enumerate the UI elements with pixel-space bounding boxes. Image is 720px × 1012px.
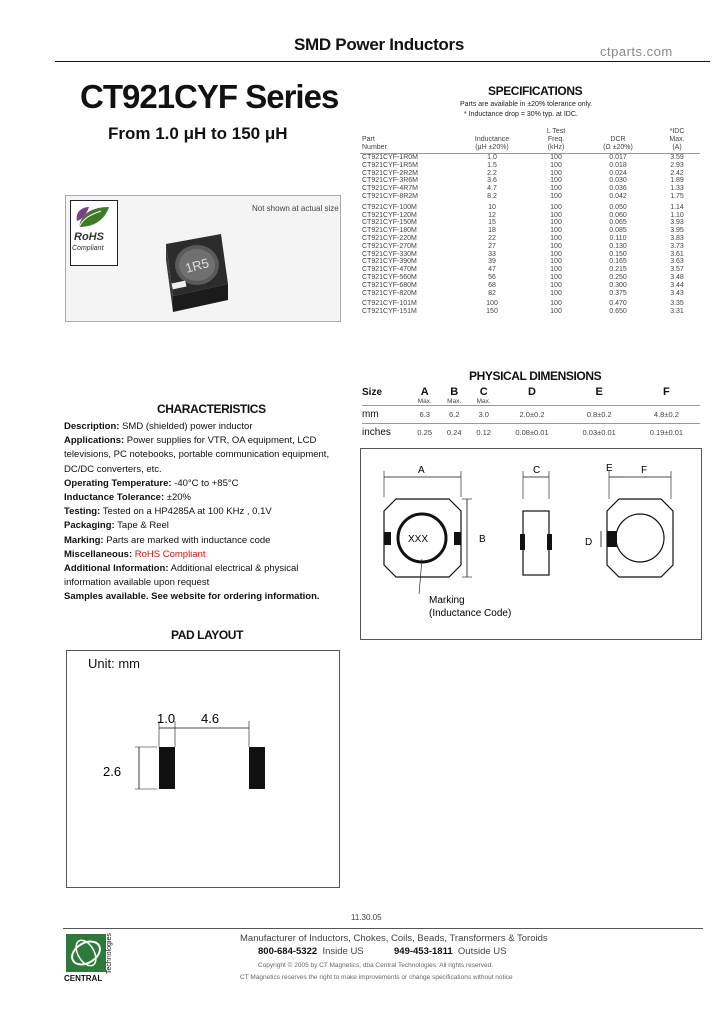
- label-c: C: [533, 465, 541, 476]
- label-d: D: [585, 537, 593, 548]
- specifications-table: [360, 128, 700, 316]
- char-testing: Testing: Tested on a HP4285A at 100 KHz , 0.1V: [64, 506, 272, 518]
- dimensions-row-mm: [362, 406, 700, 424]
- spec-table-row: [360, 258, 700, 266]
- dim-col-e: E: [595, 386, 603, 398]
- spec-cell: 10: [488, 203, 496, 211]
- spec-cell: 2.2: [487, 169, 497, 177]
- physical-dimensions-title: PHYSICAL DIMENSIONS: [469, 369, 602, 383]
- central-logo: [64, 932, 122, 984]
- spec-table-row: [360, 170, 700, 178]
- characteristics-list: [64, 420, 339, 605]
- spec-cell: CT921CYF-100M: [362, 203, 417, 211]
- spec-cell: 0.050: [609, 203, 627, 211]
- dim-value: 0.8±0.2: [586, 410, 612, 419]
- spec-cell: CT921CYF-180M: [362, 227, 417, 235]
- spec-cell: 0.130: [609, 242, 627, 250]
- spec-cell: 56: [488, 273, 496, 281]
- col-inductance: Inductance (μH ±20%): [454, 128, 530, 154]
- spec-cell: 3.63: [670, 258, 684, 266]
- phone-inside-suffix: Inside US: [322, 946, 364, 957]
- dim-value: 3.0: [478, 410, 489, 419]
- spec-cell: 100: [550, 234, 562, 242]
- dim-value: 6.3: [419, 410, 430, 419]
- spec-cell: 100: [550, 185, 562, 193]
- char-operating-temp: Operating Temperature: -40°C to +85°C: [64, 477, 239, 489]
- spec-cell: 100: [550, 242, 562, 250]
- spec-cell: CT921CYF-150M: [362, 219, 417, 227]
- copyright-line: Copyright © 2005 by CT Magnetics, dba Central Technologies. All rights reserved.: [258, 962, 494, 969]
- spec-cell: CT921CYF-470M: [362, 266, 417, 274]
- spec-cell: 3.93: [670, 219, 684, 227]
- max-label: Max.: [476, 398, 491, 405]
- spec-cell: 39: [488, 258, 496, 266]
- spec-cell: 3.83: [670, 234, 684, 242]
- spec-cell: 0.060: [609, 211, 627, 219]
- spec-table-row: [360, 185, 700, 193]
- spec-cell: 3.43: [670, 289, 684, 297]
- logo-sub: Technologies: [106, 933, 113, 974]
- spec-cell: 22: [488, 234, 496, 242]
- spec-cell: 0.017: [609, 154, 627, 161]
- spec-cell: 0.215: [609, 266, 627, 274]
- spec-cell: CT921CYF-820M: [362, 289, 417, 297]
- spec-cell: 0.300: [609, 281, 627, 289]
- dimension-drawing: [360, 448, 702, 640]
- dim-value: 0.03±0.01: [582, 428, 616, 437]
- spec-table-row: [360, 235, 700, 243]
- spec-cell: 33: [488, 250, 496, 258]
- spec-cell: 0.024: [609, 169, 627, 177]
- spec-cell: 3.48: [670, 273, 684, 281]
- spec-cell: CT921CYF-151M: [362, 308, 417, 316]
- samples-note: Samples available. See website for ordering information.: [64, 591, 320, 603]
- footer-manufacturer-line: Manufacturer of Inductors, Chokes, Coils, Beads, Transformers & Toroids: [240, 933, 548, 944]
- dim-col-a: A: [420, 386, 429, 398]
- spec-cell: 100: [550, 211, 562, 219]
- spec-cell: 3.31: [670, 308, 684, 316]
- spec-note-idc: * Inductance drop = 30% typ. at IDC.: [464, 111, 578, 118]
- label-b: B: [479, 534, 486, 545]
- spec-cell: 0.018: [609, 161, 627, 169]
- spec-cell: 1.89: [670, 177, 684, 185]
- spec-cell: 100: [550, 273, 562, 281]
- marking-sub-label: (Inductance Code): [429, 608, 512, 619]
- website-link[interactable]: ctparts.com: [600, 44, 673, 59]
- spec-table-row: [360, 154, 700, 162]
- dim-col-d: D: [528, 386, 536, 398]
- spec-cell: 0.030: [609, 177, 627, 185]
- spec-cell: 0.470: [609, 300, 627, 308]
- size-label: Size: [362, 386, 383, 398]
- dimensions-table: [362, 386, 700, 441]
- rohs-label: RoHS: [74, 231, 104, 243]
- page-header-title: SMD Power Inductors: [294, 35, 464, 54]
- spec-cell: 0.110: [609, 234, 627, 242]
- spec-cell: 100: [550, 169, 562, 177]
- footer-phone-outside: [394, 946, 507, 957]
- spec-cell: 1.33: [670, 185, 684, 193]
- spec-cell: 3.35: [670, 300, 684, 308]
- spec-cell: 1.0: [487, 154, 497, 161]
- spec-cell: 0.036: [609, 185, 627, 193]
- spec-cell: 0.150: [609, 250, 627, 258]
- pad-layout-box: [66, 650, 340, 888]
- spec-cell: 100: [550, 250, 562, 258]
- spec-table-row: [360, 201, 700, 212]
- rohs-badge: [70, 200, 118, 266]
- spec-table-row: [360, 297, 700, 308]
- notice-line: CT Magnetics reserves the right to make improvements or change specifications without notice: [240, 974, 513, 981]
- col-idc: *IDC Max. (A): [654, 128, 700, 154]
- label-a: A: [418, 465, 425, 476]
- spec-cell: 2.42: [670, 169, 684, 177]
- spec-cell: 0.042: [609, 192, 627, 200]
- spec-cell: 100: [550, 266, 562, 274]
- header-divider: [55, 61, 710, 62]
- char-additional-info: Additional Information: Additional electrical & physical information available upon request: [64, 563, 299, 589]
- spec-cell: 100: [550, 161, 562, 169]
- marking-label: Marking: [429, 595, 465, 606]
- series-title: CT921CYF Series: [80, 78, 339, 115]
- phone-outside: 949-453-1811: [394, 946, 453, 957]
- spec-table-row: [360, 177, 700, 185]
- char-marking: Marking: Parts are marked with inductance code: [64, 534, 271, 546]
- spec-cell: 0.085: [609, 227, 627, 235]
- label-f: F: [641, 465, 648, 476]
- spec-table-row: [360, 193, 700, 201]
- spec-table-row: [360, 227, 700, 235]
- spec-cell: CT921CYF-560M: [362, 273, 417, 281]
- spec-cell: CT921CYF-2R2M: [362, 169, 419, 177]
- unit-label: inches: [362, 427, 391, 438]
- spec-cell: 100: [550, 300, 562, 308]
- dim-value: 0.24: [446, 428, 462, 437]
- phone-outside-suffix: Outside US: [457, 946, 507, 957]
- spec-table-row: [360, 212, 700, 220]
- spec-cell: 1.14: [670, 203, 684, 211]
- spec-table-row: [360, 308, 700, 316]
- spec-cell: 18: [488, 227, 496, 235]
- spec-cell: 100: [550, 192, 562, 200]
- dimensions-header-row: [362, 386, 700, 398]
- specifications-table-body: [360, 154, 700, 316]
- inductor-side-outline: [523, 511, 549, 575]
- max-label: Max.: [447, 398, 462, 405]
- spec-cell: CT921CYF-120M: [362, 211, 417, 219]
- spec-table-row: [360, 162, 700, 170]
- spec-cell: 100: [550, 281, 562, 289]
- spec-cell: 4.7: [487, 185, 497, 193]
- spec-cell: 3.57: [670, 266, 684, 274]
- spec-cell: CT921CYF-390M: [362, 258, 417, 266]
- spec-cell: 100: [550, 154, 562, 161]
- spec-cell: 0.650: [609, 308, 627, 316]
- spec-cell: 1.75: [670, 192, 684, 200]
- max-label: [633, 398, 700, 406]
- spec-cell: CT921CYF-101M: [362, 300, 417, 308]
- spec-note-tolerance: Parts are available in ±20% tolerance only.: [460, 101, 593, 108]
- spec-cell: 27: [488, 242, 496, 250]
- inductance-code: XXX: [408, 534, 429, 545]
- pad-right: [249, 747, 265, 789]
- spec-cell: 1.5: [487, 161, 497, 169]
- char-miscellaneous: Miscellaneous: RoHS Compliant: [64, 548, 206, 560]
- spec-cell: CT921CYF-680M: [362, 281, 417, 289]
- spec-cell: 2.93: [670, 161, 684, 169]
- spec-cell: CT921CYF-220M: [362, 234, 417, 242]
- spec-cell: 100: [486, 300, 498, 308]
- logo-name: CENTRAL: [64, 974, 103, 983]
- spec-cell: 3.95: [670, 227, 684, 235]
- pad-dim-3: 2.6: [103, 764, 122, 779]
- table-header-row: [360, 128, 700, 154]
- inductance-range: From 1.0 μH to 150 μH: [108, 124, 288, 143]
- dim-col-c: C: [479, 386, 488, 398]
- spec-cell: CT921CYF-1R5M: [362, 161, 419, 169]
- spec-cell: 3.6: [487, 177, 497, 185]
- max-label: [566, 398, 633, 406]
- spec-cell: 47: [488, 266, 496, 274]
- dim-value: 0.19±0.01: [649, 428, 684, 437]
- spec-table-row: [360, 219, 700, 227]
- spec-cell: 100: [550, 258, 562, 266]
- spec-cell: 1.10: [670, 211, 684, 219]
- spec-table-row: [360, 251, 700, 259]
- spec-table-row: [360, 243, 700, 251]
- leaf-icon: [71, 201, 117, 231]
- spec-cell: 0.165: [609, 258, 627, 266]
- spec-cell: 100: [550, 203, 562, 211]
- spec-cell: 68: [488, 281, 496, 289]
- specifications-title: SPECIFICATIONS: [488, 84, 583, 98]
- part-marking: 1R5: [183, 255, 211, 276]
- char-tolerance: Inductance Tolerance: ±20%: [64, 492, 192, 504]
- rohs-sub-label: Compliant: [72, 245, 104, 252]
- revision-date: 11.30.05: [351, 913, 382, 922]
- dim-value: 0.25: [417, 428, 433, 437]
- spec-cell: CT921CYF-4R7M: [362, 185, 419, 193]
- spec-cell: 3.44: [670, 281, 684, 289]
- dim-col-f: F: [663, 386, 670, 398]
- spec-table-row: [360, 282, 700, 290]
- pad-layout-title: PAD LAYOUT: [171, 628, 244, 642]
- pad-dim-1: 1.0: [157, 711, 176, 726]
- dim-value: 2.0±0.2: [519, 410, 545, 419]
- char-description: Description: SMD (shielded) power inductor: [64, 421, 253, 432]
- footer-phone-inside: [258, 946, 364, 957]
- char-applications: Applications: Power supplies for VTR, OA equipment, LCD televisions, PC notebooks, portable communication equipment, DC/DC converters, etc.: [64, 435, 330, 475]
- spec-cell: 100: [550, 219, 562, 227]
- dim-value: 0.12: [476, 428, 491, 437]
- not-actual-size-note: Not shown at actual size: [252, 204, 339, 213]
- spec-cell: 0.250: [609, 273, 627, 281]
- spec-cell: 8.2: [487, 192, 497, 200]
- dim-value: 0.08±0.01: [515, 428, 549, 437]
- spec-cell: CT921CYF-1R0M: [362, 154, 419, 161]
- label-e: E: [606, 463, 613, 474]
- spec-table-row: [360, 274, 700, 282]
- spec-cell: 3.73: [670, 242, 684, 250]
- dimensions-max-row: [362, 398, 700, 406]
- footer-divider: [63, 928, 703, 929]
- spec-cell: 15: [488, 219, 496, 227]
- spec-cell: 82: [488, 289, 496, 297]
- spec-cell: 0.375: [609, 289, 627, 297]
- max-label: [498, 398, 565, 406]
- phone-inside: 800-684-5322: [258, 946, 318, 957]
- dimensions-row-inches: [362, 424, 700, 442]
- dim-value: 6.2: [448, 410, 460, 419]
- spec-cell: CT921CYF-8R2M: [362, 192, 419, 200]
- spec-cell: 100: [550, 227, 562, 235]
- dimension-drawing-svg: [361, 449, 701, 639]
- pad-unit-label: Unit: mm: [88, 656, 140, 671]
- unit-label: mm: [362, 409, 379, 420]
- spec-cell: 12: [488, 211, 496, 219]
- spec-cell: CT921CYF-330M: [362, 250, 417, 258]
- pad-left: [159, 747, 175, 789]
- col-dcr: DCR (Ω ±20%): [582, 128, 654, 154]
- pad-dim-2: 4.6: [201, 711, 220, 726]
- char-packaging: Packaging: Tape & Reel: [64, 520, 169, 532]
- spec-cell: 100: [550, 289, 562, 297]
- spec-cell: 150: [486, 308, 498, 316]
- spec-cell: 3.59: [670, 154, 684, 161]
- characteristics-title: CHARACTERISTICS: [157, 402, 266, 416]
- dim-value: 4.8±0.2: [653, 410, 679, 419]
- max-label: Max.: [417, 398, 432, 405]
- spec-cell: 100: [550, 177, 562, 185]
- dim-col-b: B: [450, 386, 459, 398]
- col-test-freq: L Test Freq. (kHz): [530, 128, 582, 154]
- spec-cell: CT921CYF-3R6M: [362, 177, 419, 185]
- spec-cell: 3.61: [670, 250, 684, 258]
- spec-cell: 100: [550, 308, 562, 316]
- pad-layout-drawing: [67, 651, 339, 887]
- spec-table-row: [360, 290, 700, 298]
- spec-cell: 0.065: [609, 219, 627, 227]
- col-part-number: Part Number: [360, 128, 454, 154]
- spec-cell: CT921CYF-270M: [362, 242, 417, 250]
- spec-table-row: [360, 266, 700, 274]
